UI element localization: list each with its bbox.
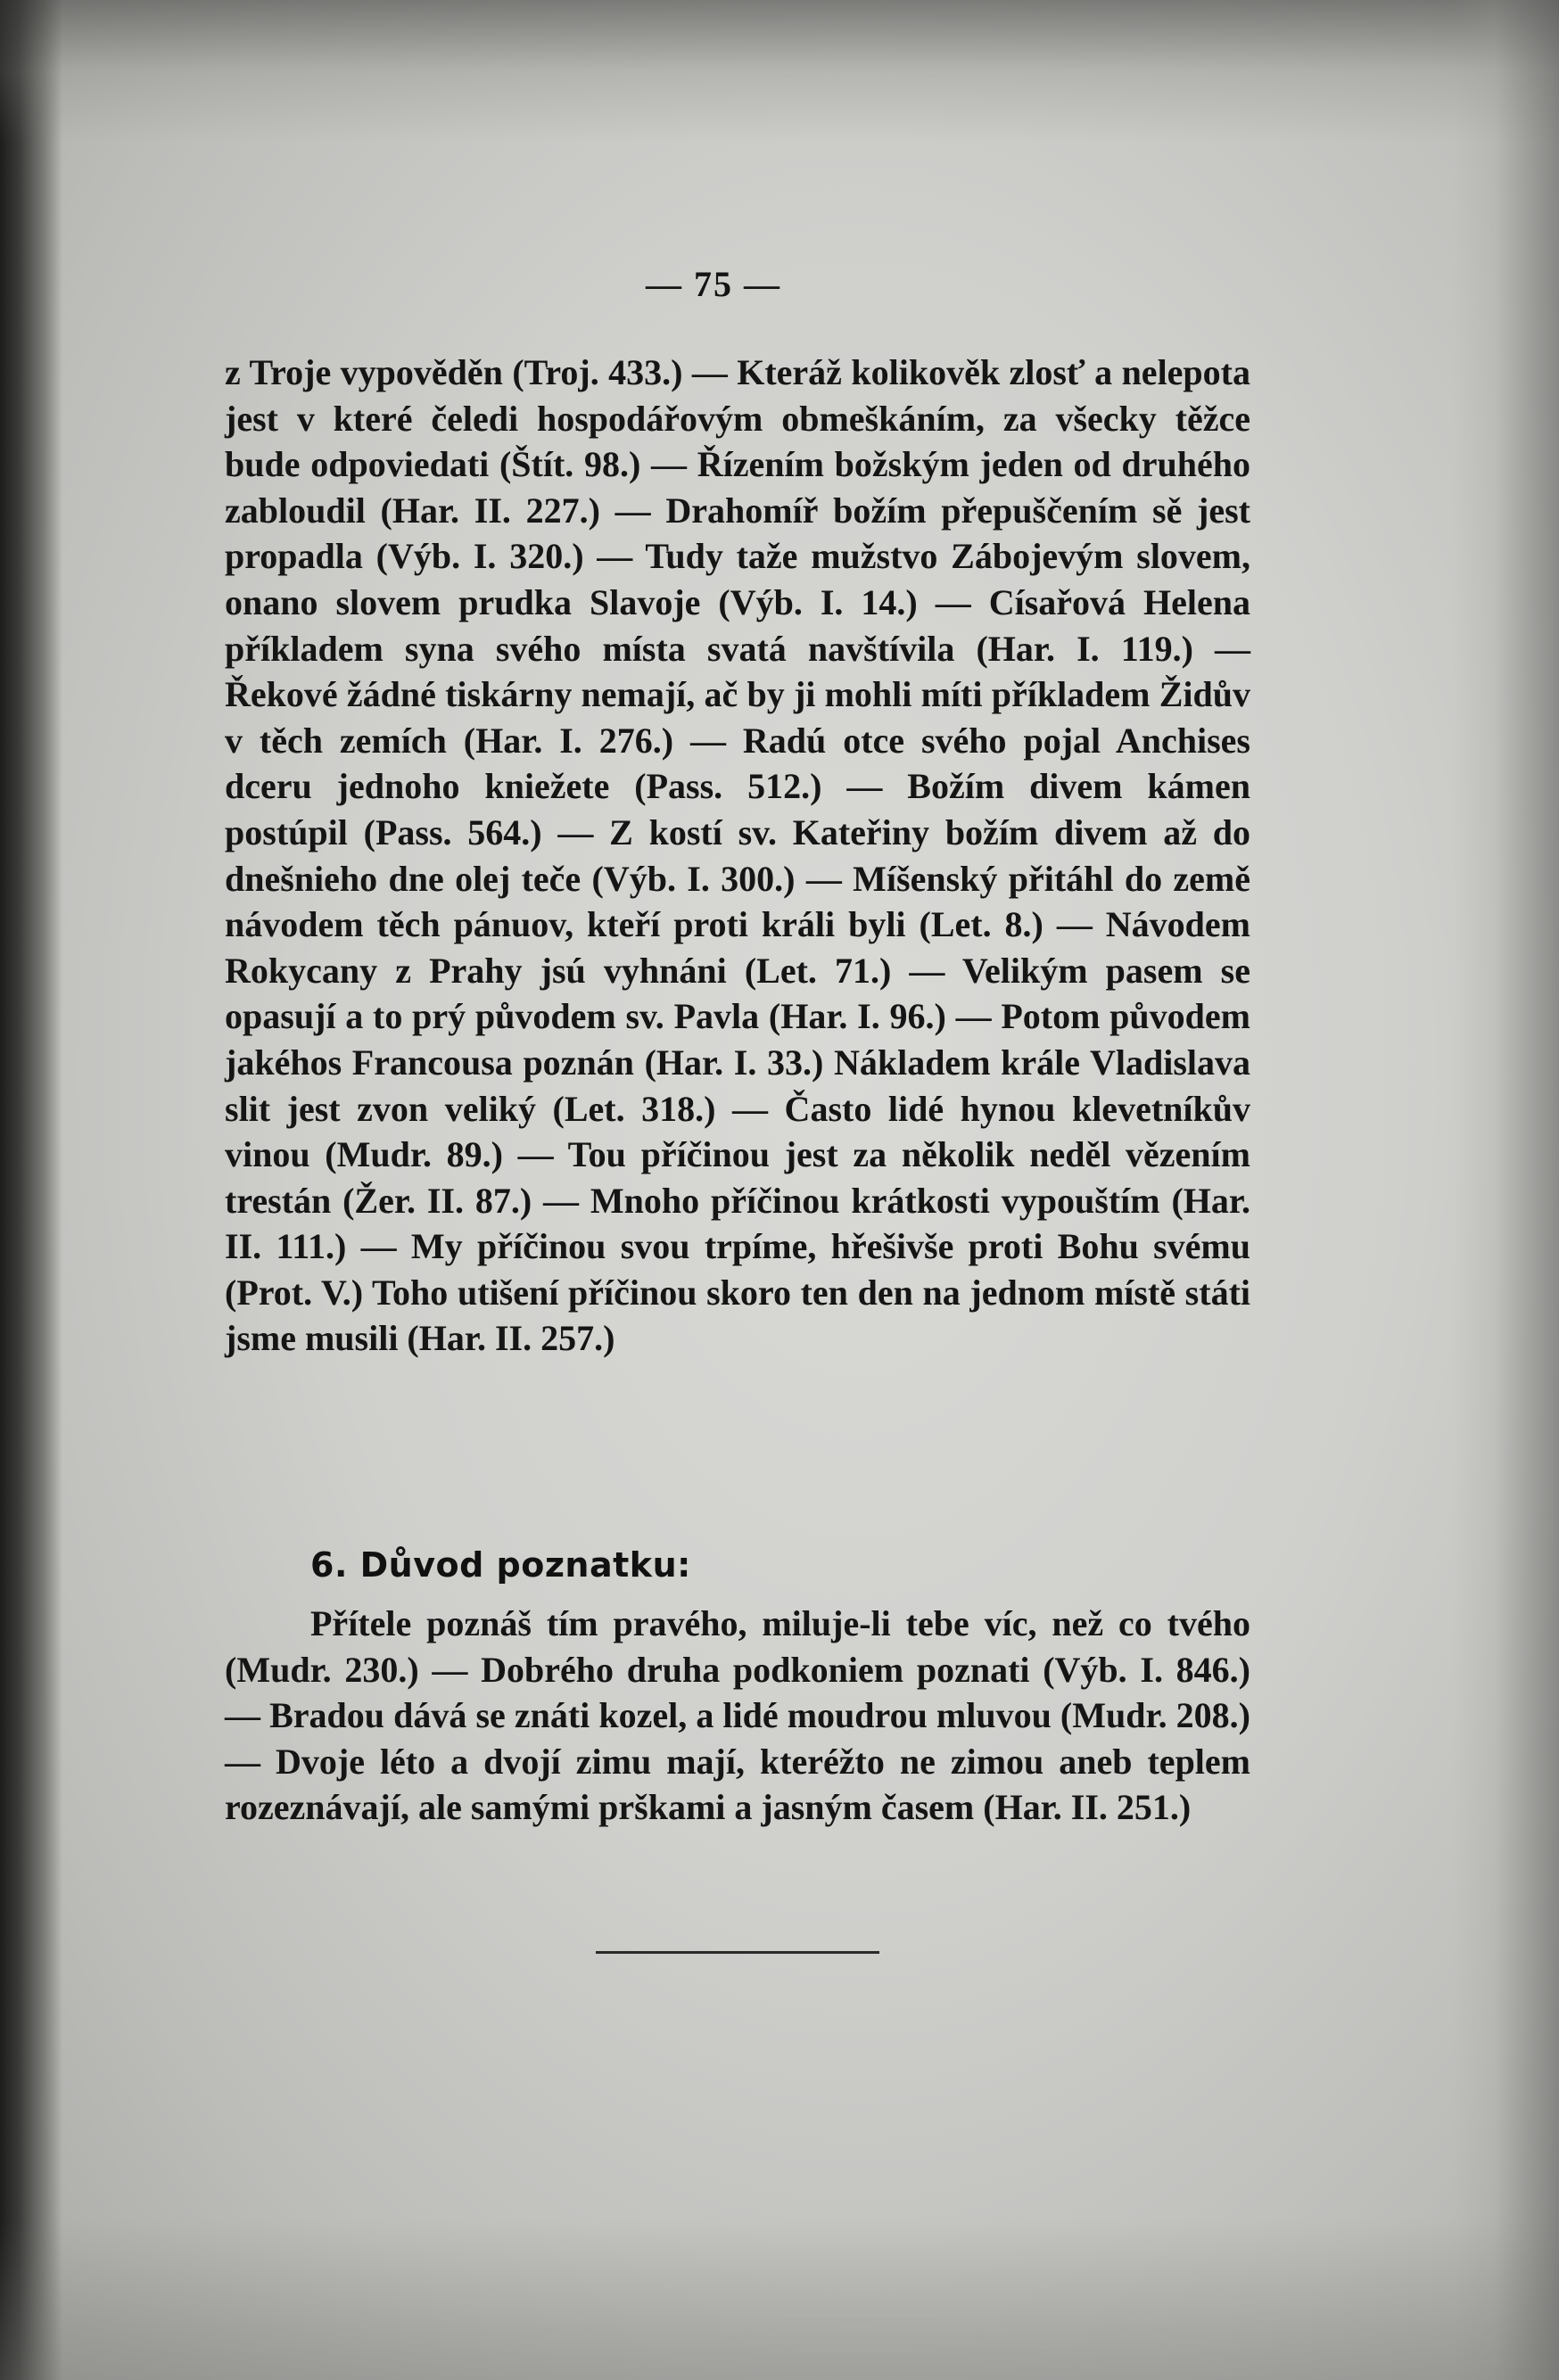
end-rule: [596, 1951, 879, 1954]
main-paragraph: z Troje vypověděn (Troj. 433.) — Kteráž kolikověk zlosť a nelepota jest v které čeledi hospodářovým obmeškáním, za všecky těžce bude odpoviedati (Štít. 98.) — Řízením božským jeden od druhého zabloudil (Har. II. 227.) — Drahomíř božím přepuščením sě jest propadla (Výb. I. 320.) — Tudy taže mužstvo Zábojevým slovem, onano slovem prudka Slavoje (Výb. I. 14.) — Císařová Helena příkladem syna svého místa svatá navštívila (Har. I. 119.) — Řekové žádné tiskárny nemají, ač by ji mohli míti příkladem Židův v těch zemích (Har. I. 276.) — Radú otce svého pojal Anchises dceru jednoho kniežete (Pass. 512.) — Božím divem kámen postúpil (Pass. 564.) — Z kostí sv. Kateřiny božím divem až do dnešnieho dne olej teče (Výb. I. 300.) — Míšenský přitáhl do země návodem těch pánuov, kteří proti králi byli (Let. 8.) — Návodem Rokycany z Prahy jsú vyhnáni (Let. 71.) — Velikým pasem se opasují a to prý původem sv. Pavla (Har. I. 96.) — Potom původem jakéhos Francousa poznán (Har. I. 33.) Nákladem krále Vladislava slit jest zvon veliký (Let. 318.) — Často lidé hynou klevetníkův vinou (Mudr. 89.) — Tou příčinou jest za několik neděl vězením trestán (Žer. II. 87.) — Mnoho příčinou krátkosti vypouštím (Har. II. 111.) — My příčinou svou trpíme, hřešivše proti Bohu svému (Prot. V.) Toho utišení příčinou skoro ten den na jednom místě státi jsme musili (Har. II. 257.): [225, 352, 1250, 1359]
page-right-shadow: [1452, 0, 1559, 2380]
page-bottom-shadow: [0, 2219, 1559, 2380]
section-paragraph: Přítele poznáš tím pravého, miluje-li tebe víc, než co tvého (Mudr. 230.) — Dobrého druha podkoniem poznati (Výb. I. 846.) — Bradou dává se znáti kozel, a lidé moudrou mluvou (Mudr. 208.) — Dvoje léto a dvojí zimu mají, kteréžto ne zimou aneb teplem rozeznávají, ale samými prškami a jasným časem (Har. II. 251.): [225, 1603, 1250, 1828]
page-number: — 75 —: [646, 264, 781, 304]
page-top-shadow: [0, 0, 1559, 143]
page-binding-shadow: [0, 0, 62, 2380]
section-heading: 6. Důvod poznatku:: [310, 1545, 691, 1585]
